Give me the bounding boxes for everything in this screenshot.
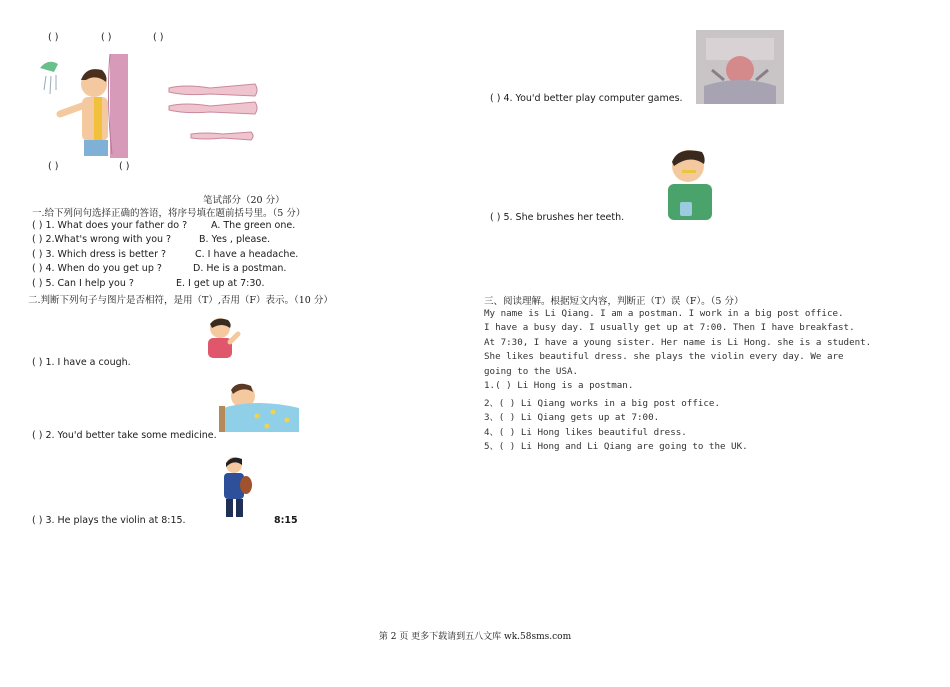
part3-heading: 三、阅读理解。根据短文内容，判断正（T）误（F）。（5 分） [484,296,744,307]
toothbrushes-image [165,78,260,148]
passage-line: She likes beautiful dress. she plays the violin every day. We are [484,351,844,362]
part1-question: ( ) 5. Can I help you ? [32,278,134,289]
answer-bracket: ( ) [48,32,59,43]
part2-heading: 二.判断下列句子与图片是否相符，是用（T）,否用（F）表示。（10 分） [28,295,333,306]
reading-question: 1.( ) Li Hong is a postman. [484,380,634,391]
part1-answer: B. Yes , please. [199,234,271,245]
passage-line: I have a busy day. I usually get up at 7:00. Then I have breakfast. [484,322,855,333]
part1-question: ( ) 2.What's wrong with you ? [32,234,172,245]
section-title: 笔试部分（20 分） [203,195,285,206]
sick-child-photo [696,30,784,104]
reading-question: 5、( ) Li Hong and Li Qiang are going to the UK. [484,441,748,452]
part1-question: ( ) 3. Which dress is better ? [32,249,167,260]
part1-heading: 一.给下列问句选择正确的答语，将序号填在题前括号里。（5 分） [32,208,306,219]
reading-question: 4、( ) Li Hong likes beautiful dress. [484,427,687,438]
part2-item: ( ) 1. I have a cough. [32,357,131,368]
page-footer: 第 2 页 更多下载请到五八文库 wk.58sms.com [378,632,572,642]
answer-bracket: ( ) [48,161,59,172]
answer-bracket: ( ) [101,32,112,43]
passage-line: going to the USA. [484,366,579,377]
part1-answer: E. I get up at 7:30. [176,278,265,289]
sick-in-bed-image [217,378,301,434]
part1-answer: C. I have a headache. [195,249,299,260]
brushing-teeth-image [656,144,720,222]
part1-answer: D. He is a postman. [193,263,287,274]
part2-item: ( ) 2. You'd better take some medicine. [32,430,217,441]
passage-line: My name is Li Qiang. I am a postman. I work in a big post office. [484,308,844,319]
part1-answer: A. The green one. [211,220,296,231]
shower-boy-image [36,50,131,160]
part1-question: ( ) 4. When do you get up ? [32,263,162,274]
violin-boy-image [212,455,258,521]
part2-item: ( ) 4. You'd better play computer games. [490,93,683,104]
answer-bracket: ( ) [119,161,130,172]
part2-item: ( ) 3. He plays the violin at 8:15. [32,515,186,526]
reading-question: 3、( ) Li Qiang gets up at 7:00. [484,412,660,423]
coughing-boy-image [192,314,244,360]
part2-item: ( ) 5. She brushes her teeth. [490,212,625,223]
passage-line: At 7:30, I have a young sister. Her name is Li Hong. she is a student. [484,337,872,348]
time-label: 8:15 [274,515,298,526]
answer-bracket: ( ) [153,32,164,43]
part1-question: ( ) 1. What does your father do ? [32,220,188,231]
reading-question: 2、( ) Li Qiang works in a big post office. [484,398,720,409]
